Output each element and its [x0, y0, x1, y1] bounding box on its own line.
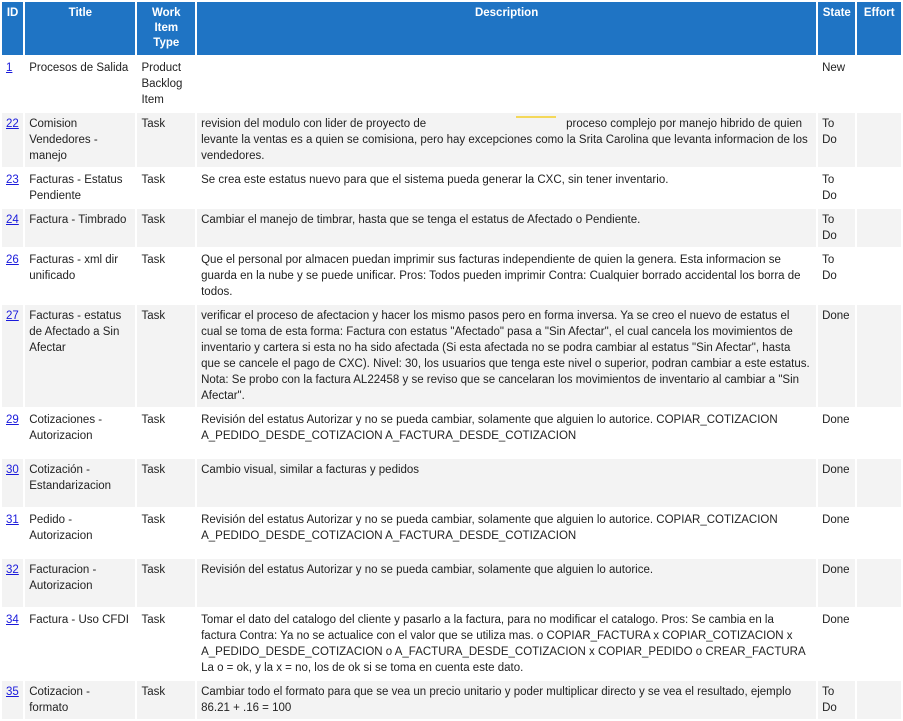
title-cell: Cotización - Estandarizacion — [25, 459, 135, 507]
redacted-area — [426, 116, 566, 132]
description-cell: Revisión del estatus Autorizar y no se pueda cambiar, solamente que alguien lo autorice. — [197, 559, 816, 607]
title-cell: Factura - Uso CFDI — [25, 609, 135, 679]
work-item-link[interactable]: 24 — [6, 214, 19, 226]
type-cell: Task — [137, 609, 195, 679]
id-cell — [2, 305, 23, 407]
effort-cell — [857, 409, 901, 457]
header-work-item-type[interactable] — [137, 2, 195, 55]
title-cell: Procesos de Salida — [25, 57, 135, 111]
description-cell: Se crea este estatus nuevo para que el sistema pueda generar la CXC, sin tener inventario. — [197, 169, 816, 207]
state-cell: Done — [818, 559, 855, 607]
description-cell: Cambiar todo el formato para que se vea un precio unitario y poder multiplicar directo y se vea el resultado, ejemplo 86.21 + .16 = 100 — [197, 681, 816, 719]
id-cell — [2, 559, 23, 607]
state-cell: To Do — [818, 209, 855, 247]
title-cell: Comision Vendedores - manejo — [25, 113, 135, 167]
id-cell — [2, 681, 23, 719]
description-cell: Cambio visual, similar a facturas y pedidos — [197, 459, 816, 507]
state-cell: New — [818, 57, 855, 111]
type-cell: Task — [137, 305, 195, 407]
type-cell: Product Backlog Item — [137, 57, 195, 111]
type-cell: Task — [137, 559, 195, 607]
header-id[interactable]: ID — [2, 2, 23, 55]
description-cell — [197, 57, 816, 111]
state-cell: To Do — [818, 169, 855, 207]
table-row — [2, 459, 901, 507]
work-item-link[interactable]: 1 — [6, 62, 13, 74]
effort-cell — [857, 681, 901, 719]
state-cell: To Do — [818, 681, 855, 719]
description-cell: Tomar el dato del catalogo del cliente y pasarlo a la factura, para no modificar el catalogo. Pros: Se cambia en la factura Contra: Ya no se actualice con el valor que se utiliza mas. o COPIAR_FACTURA x COPIAR_COTIZACION x A_PEDIDO_DESDE_COTIZACION o A_FACTURA_DESDE_COTIZACION x COPIAR_PEDIDO o CREAR_FACTURA La o = ok, y la x = no, los de ok si se toma en cuenta este dato. — [197, 609, 816, 679]
state-cell: Done — [818, 509, 855, 557]
table-row — [2, 209, 901, 247]
id-cell — [2, 459, 23, 507]
type-cell: Task — [137, 209, 195, 247]
header-work-item-type-line: Work — [152, 7, 181, 19]
table-row — [2, 409, 901, 457]
title-cell: Facturas - Estatus Pendiente — [25, 169, 135, 207]
effort-cell — [857, 559, 901, 607]
id-cell — [2, 169, 23, 207]
effort-cell — [857, 209, 901, 247]
table-row — [2, 113, 901, 167]
header-effort[interactable]: Effort — [857, 2, 901, 55]
work-item-link[interactable]: 30 — [6, 464, 19, 476]
header-row — [2, 2, 901, 55]
table-row — [2, 509, 901, 557]
description-cell: Revisión del estatus Autorizar y no se pueda cambiar, solamente que alguien lo autorice. COPIAR_COTIZACION A_PEDIDO_DESDE_COTIZACION A_FACTURA_DESDE_COTIZACION — [197, 509, 816, 557]
title-cell: Facturas - estatus de Afectado a Sin Afectar — [25, 305, 135, 407]
id-cell — [2, 209, 23, 247]
state-cell: To Do — [818, 113, 855, 167]
header-state[interactable]: State — [818, 2, 855, 55]
type-cell: Task — [137, 249, 195, 303]
state-cell: Done — [818, 459, 855, 507]
effort-cell — [857, 113, 901, 167]
description-cell — [197, 113, 816, 167]
description-text: proceso complejo por manejo hibrido de quien levante la ventas es a quien se comisiona, pero hay excepciones como la Srita Carolina que levanta informacion de los vendedores. — [201, 118, 808, 162]
id-cell — [2, 509, 23, 557]
type-cell: Task — [137, 169, 195, 207]
table-row — [2, 249, 901, 303]
description-cell: verificar el proceso de afectacion y hacer los mismo pasos pero en forma inversa. Ya se creo el nuevo de estatus el cual se toma de esta forma: Factura con estatus "Afectado" pasa a "Sin Afectar", el cual cancela los movimientos de inventario y cartera si esta no ha sido afectada (Si esta afectada no se podra cambiar al estatus "Sin Afectar", hasta que se cancele el pago de CXC). Nivel: 30, los usuarios que tenga este nivel o superior, podran cambiar a este estatus. Nota: Se probo con la factura AL22458 y se reviso que se cancelaran los movimientos de inventario al cambiar a "Sin Afectar". — [197, 305, 816, 407]
highlight-mark — [516, 116, 556, 118]
title-cell: Factura - Timbrado — [25, 209, 135, 247]
table-row — [2, 57, 901, 111]
type-cell: Task — [137, 113, 195, 167]
description-cell: Cambiar el manejo de timbrar, hasta que se tenga el estatus de Afectado o Pendiente. — [197, 209, 816, 247]
type-cell: Task — [137, 459, 195, 507]
work-item-link[interactable]: 27 — [6, 310, 19, 322]
id-cell — [2, 409, 23, 457]
header-work-item-type-line: Item — [154, 22, 179, 34]
work-item-link[interactable]: 34 — [6, 614, 19, 626]
header-work-item-type-line: Type — [153, 37, 180, 49]
effort-cell — [857, 609, 901, 679]
title-cell: Cotizacion - formato — [25, 681, 135, 719]
table-row — [2, 305, 901, 407]
title-cell: Facturas - xml dir unificado — [25, 249, 135, 303]
work-item-link[interactable]: 35 — [6, 686, 19, 698]
type-cell: Task — [137, 509, 195, 557]
table-row — [2, 609, 901, 679]
header-title[interactable]: Title — [25, 2, 135, 55]
state-cell: Done — [818, 409, 855, 457]
type-cell: Task — [137, 409, 195, 457]
effort-cell — [857, 169, 901, 207]
state-cell: Done — [818, 609, 855, 679]
state-cell: Done — [818, 305, 855, 407]
title-cell: Cotizaciones - Autorizacion — [25, 409, 135, 457]
id-cell — [2, 113, 23, 167]
description-cell: Revisión del estatus Autorizar y no se pueda cambiar, solamente que alguien lo autorice. COPIAR_COTIZACION A_PEDIDO_DESDE_COTIZACION A_FACTURA_DESDE_COTIZACION — [197, 409, 816, 457]
id-cell — [2, 57, 23, 111]
description-cell: Que el personal por almacen puedan imprimir sus facturas independiente de quien la genera. Esta informacion se guarda en la nube y se puede unificar. Pros: Todos pueden imprimir Contra: Cualquier borrado accidental los borra de todos. — [197, 249, 816, 303]
work-item-link[interactable]: 32 — [6, 564, 19, 576]
work-item-link[interactable]: 23 — [6, 174, 19, 186]
description-text: revision del modulo con lider de proyecto de — [201, 118, 427, 130]
effort-cell — [857, 57, 901, 111]
table-row — [2, 559, 901, 607]
state-cell: To Do — [818, 249, 855, 303]
type-cell: Task — [137, 681, 195, 719]
work-item-link[interactable]: 22 — [6, 118, 19, 130]
id-cell — [2, 249, 23, 303]
work-item-link[interactable]: 31 — [6, 514, 19, 526]
effort-cell — [857, 509, 901, 557]
title-cell: Pedido - Autorizacion — [25, 509, 135, 557]
title-cell: Facturacion - Autorizacion — [25, 559, 135, 607]
header-description[interactable]: Description — [197, 2, 816, 55]
effort-cell — [857, 459, 901, 507]
effort-cell — [857, 305, 901, 407]
id-cell — [2, 609, 23, 679]
work-item-link[interactable]: 29 — [6, 414, 19, 426]
work-item-link[interactable]: 26 — [6, 254, 19, 266]
table-row — [2, 681, 901, 719]
effort-cell — [857, 249, 901, 303]
table-row — [2, 169, 901, 207]
